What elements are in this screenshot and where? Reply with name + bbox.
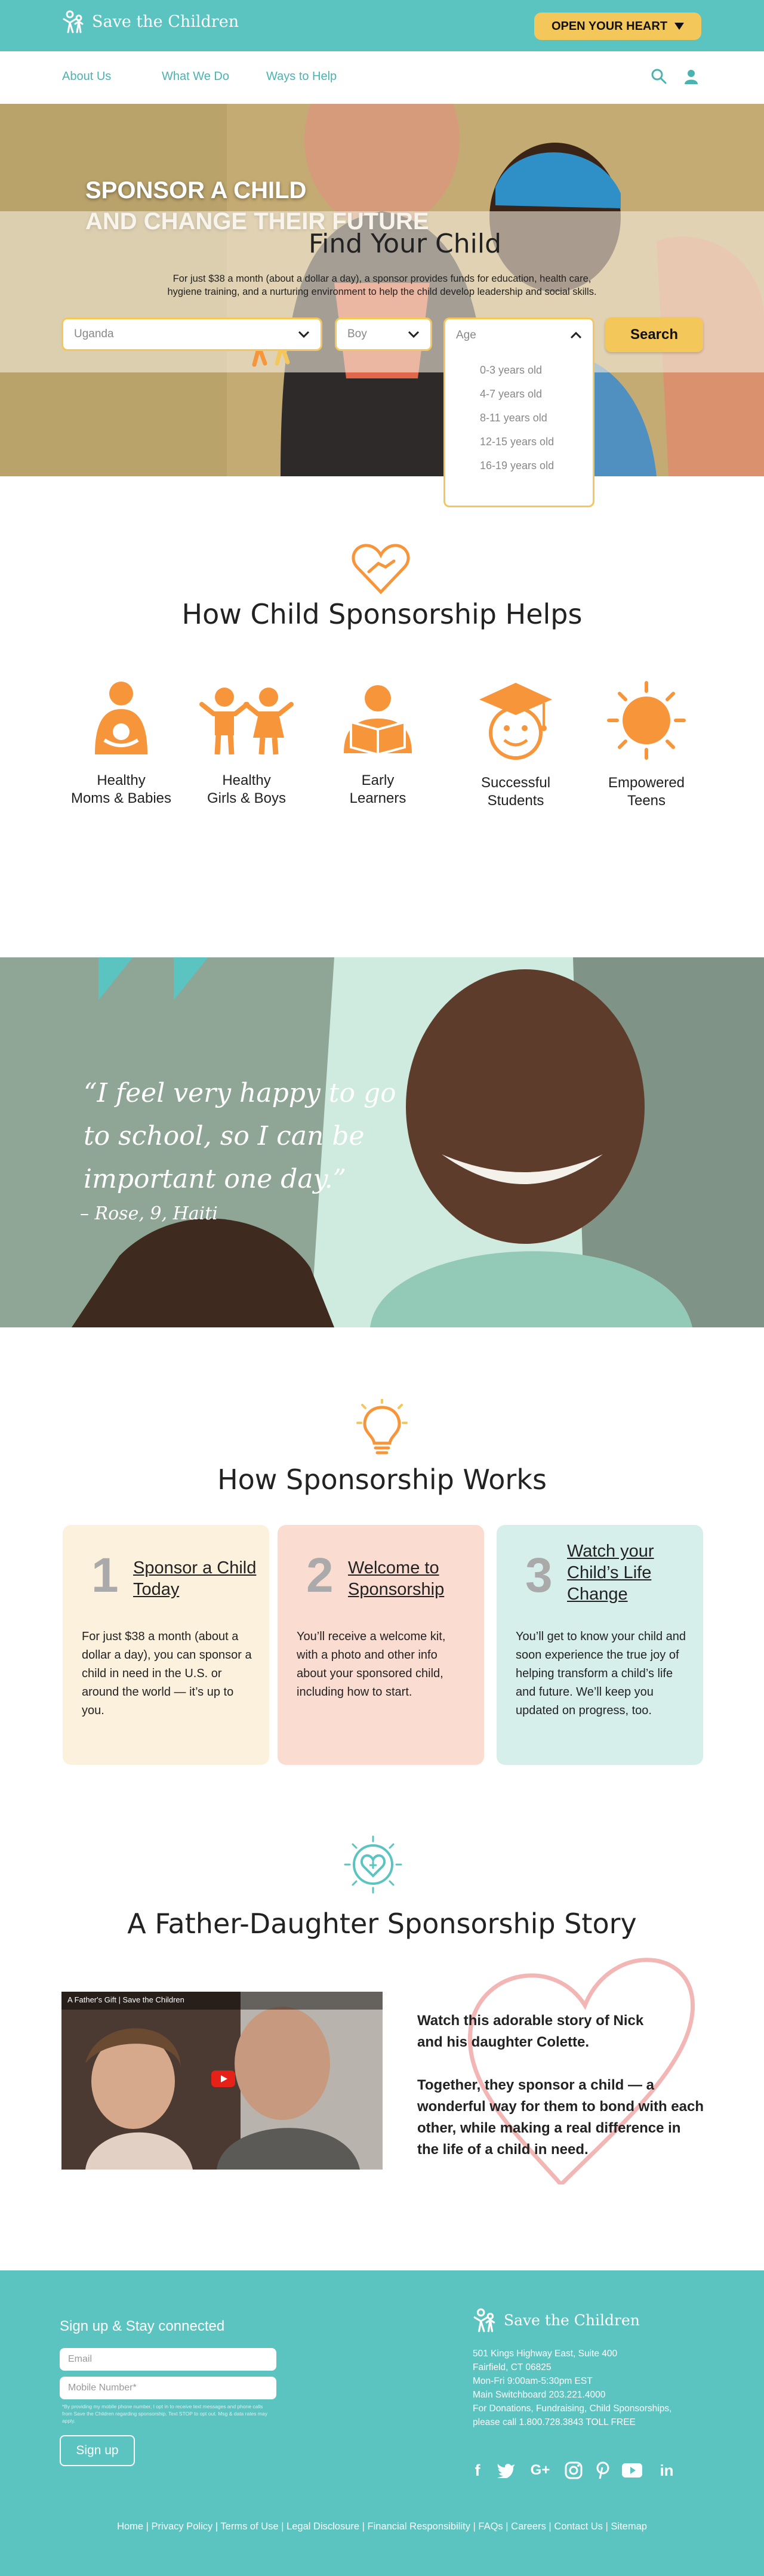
step-number: 1 bbox=[91, 1548, 119, 1603]
nav-ways-to-help[interactable]: Ways to Help bbox=[266, 70, 337, 83]
footer-link-legal[interactable]: Legal Disclosure bbox=[286, 2521, 360, 2532]
age-option[interactable]: 4-7 years old bbox=[480, 388, 543, 400]
chevron-up-icon bbox=[570, 332, 582, 339]
user-icon[interactable] bbox=[683, 68, 700, 85]
youtube-play-icon[interactable] bbox=[211, 2070, 235, 2087]
footer-link-faqs[interactable]: FAQs bbox=[478, 2521, 503, 2532]
children-logo-icon bbox=[472, 2306, 499, 2334]
footer-links: Home | Privacy Policy | Terms of Use | Legal Disclosure | Financial Responsibility | FAQs | Careers | Contact Us | Sitemap bbox=[117, 2521, 647, 2532]
benefit-line1: Early bbox=[361, 772, 395, 788]
gender-select-value: Boy bbox=[347, 328, 367, 340]
step-number: 2 bbox=[306, 1548, 334, 1603]
age-dropdown-menu bbox=[443, 351, 594, 507]
mobile-input[interactable]: Mobile Number* bbox=[60, 2377, 276, 2399]
benefit-label bbox=[187, 772, 306, 808]
benefit-moms-babies bbox=[61, 680, 181, 808]
benefit-line1: Empowered bbox=[608, 775, 685, 791]
finder-desc-line2: hygiene training, and a nurturing environment to help the child develop leadership and social skills. bbox=[167, 286, 597, 297]
works-title: How Sponsorship Works bbox=[217, 1463, 547, 1496]
footer-link-careers[interactable]: Careers bbox=[511, 2521, 546, 2532]
youtube-icon[interactable] bbox=[622, 2460, 642, 2481]
address-line: Main Switchboard 203.221.4000 bbox=[473, 2390, 606, 2400]
step-body: For just $38 a month (about a dollar a day), you can sponsor a child in need in the U.S. or around the world — it’s up to you. bbox=[82, 1630, 252, 1717]
step-body: You’ll get to know your child and soon experience the true joy of helping transform a child’s life and future. We’ll keep you updated on progress, too. bbox=[516, 1630, 686, 1717]
email-input[interactable]: Email bbox=[60, 2348, 276, 2371]
step-title-link[interactable]: Watch your Child’s Life Change bbox=[567, 1542, 654, 1604]
video-title: A Father's Gift | Save the Children bbox=[67, 1995, 184, 2004]
benefit-line1: Healthy bbox=[222, 772, 271, 788]
benefit-line1: Successful bbox=[480, 775, 551, 791]
chevron-down-icon bbox=[408, 331, 420, 338]
story-paragraph: Watch this adorable story of Nick and his daughter Colette. bbox=[417, 2013, 644, 2050]
footer-link-financial[interactable]: Financial Responsibility bbox=[367, 2521, 470, 2532]
video-player[interactable] bbox=[61, 1992, 383, 2170]
search-icon[interactable] bbox=[651, 68, 667, 85]
address-line: please call 1.800.728.3843 TOLL FREE bbox=[473, 2417, 636, 2427]
footer-link-terms[interactable]: Terms of Use bbox=[220, 2521, 279, 2532]
sms-disclaimer: *By providing my mobile phone number, I opt in to receive text messages and phone calls from Save the Children regarding sponsorship. Text STOP to opt out. Msg & data rates may apply. bbox=[62, 2404, 267, 2424]
step-number: 3 bbox=[525, 1548, 553, 1603]
mother-baby-icon bbox=[87, 680, 156, 758]
benefit-line2: Teens bbox=[627, 793, 666, 809]
address-line: 501 Kings Highway East, Suite 400 bbox=[473, 2349, 618, 2359]
benefit-line2: Moms & Babies bbox=[70, 790, 172, 806]
footer-address bbox=[473, 2347, 671, 2429]
story-text bbox=[417, 2010, 704, 2161]
benefit-line2: Students bbox=[487, 793, 544, 809]
signup-title: Sign up & Stay connected bbox=[60, 2318, 225, 2334]
finder-desc-line1: For just $38 a month (about a dollar a day), a sponsor provides funds for education, health care, bbox=[172, 273, 592, 284]
nav-about-us[interactable]: About Us bbox=[62, 70, 112, 83]
step-body: You’ll receive a welcome kit, with a photo and other info about your sponsored child, including how to start. bbox=[297, 1630, 446, 1699]
step-card bbox=[497, 1525, 703, 1765]
quote-marks-icon bbox=[93, 957, 218, 1000]
footer-logo-text: Save the Children bbox=[504, 2311, 640, 2329]
age-option[interactable]: 16-19 years old bbox=[480, 460, 554, 472]
step-card bbox=[278, 1525, 484, 1765]
quote-text bbox=[84, 1072, 396, 1201]
quote-line2: to school, so I can be bbox=[84, 1121, 365, 1151]
open-your-heart-label: OPEN YOUR HEART bbox=[551, 19, 668, 33]
lightbulb-icon bbox=[355, 1399, 409, 1456]
linkedin-icon[interactable]: in bbox=[660, 2461, 674, 2479]
footer-logo[interactable] bbox=[472, 2306, 640, 2334]
age-select-placeholder: Age bbox=[456, 328, 476, 341]
address-line: For Donations, Fundraising, Child Sponsorships, bbox=[473, 2404, 672, 2414]
age-option[interactable]: 12-15 years old bbox=[480, 436, 554, 448]
benefit-label bbox=[318, 772, 438, 808]
story-paragraph: Together, they sponsor a child — a wonderful way for them to bond with each other, while making a real difference in the life of a child in need. bbox=[417, 2077, 704, 2158]
footer-link-sitemap[interactable]: Sitemap bbox=[611, 2521, 647, 2532]
testimonial-banner bbox=[0, 957, 764, 1327]
sun-icon bbox=[606, 680, 686, 760]
benefit-line2: Learners bbox=[349, 790, 406, 806]
benefit-label bbox=[61, 772, 181, 808]
country-select-value: Uganda bbox=[74, 328, 114, 340]
benefit-empowered-teens bbox=[587, 680, 706, 810]
step-title-link[interactable]: Welcome to Sponsorship bbox=[348, 1558, 445, 1599]
main-nav bbox=[0, 51, 764, 104]
helps-title: How Child Sponsorship Helps bbox=[181, 598, 583, 630]
age-select[interactable] bbox=[443, 318, 594, 351]
pinterest-icon[interactable] bbox=[593, 2460, 613, 2481]
chevron-down-icon bbox=[298, 331, 310, 338]
address-line: Mon-Fri 9:00am-5:30pm EST bbox=[473, 2376, 593, 2386]
benefit-line1: Healthy bbox=[97, 772, 146, 788]
graduate-icon bbox=[477, 680, 554, 760]
quote-line3: important one day.” bbox=[84, 1164, 347, 1194]
age-option[interactable]: 8-11 years old bbox=[480, 412, 547, 424]
children-logo-icon bbox=[61, 8, 87, 35]
signup-button[interactable]: Sign up bbox=[60, 2435, 135, 2466]
benefit-successful-students bbox=[456, 680, 575, 810]
find-your-child-description bbox=[90, 272, 674, 298]
open-your-heart-button[interactable] bbox=[534, 13, 701, 40]
benefit-early-learners bbox=[318, 680, 438, 808]
heart-plus-icon bbox=[344, 1835, 402, 1894]
benefit-label bbox=[587, 774, 706, 810]
gender-select[interactable] bbox=[335, 318, 432, 351]
headline-line1: SPONSOR A CHILD bbox=[85, 177, 307, 204]
footer-link-contact[interactable]: Contact Us bbox=[554, 2521, 603, 2532]
logo-text: Save the Children bbox=[92, 12, 239, 31]
facebook-icon[interactable]: f bbox=[475, 2461, 480, 2479]
caret-down-icon bbox=[674, 23, 684, 30]
country-select[interactable] bbox=[61, 318, 322, 351]
benefit-line2: Girls & Boys bbox=[207, 790, 286, 806]
search-button[interactable]: Search bbox=[605, 318, 703, 352]
footer-link-privacy[interactable]: Privacy Policy bbox=[151, 2521, 213, 2532]
story-title: A Father-Daughter Sponsorship Story bbox=[127, 1908, 637, 1940]
top-bar bbox=[0, 0, 764, 51]
step-card bbox=[63, 1525, 269, 1765]
quote-line1: “I feel very happy to go bbox=[84, 1078, 396, 1108]
address-line: Fairfield, CT 06825 bbox=[473, 2362, 552, 2372]
instagram-icon[interactable] bbox=[563, 2460, 584, 2481]
google-plus-icon[interactable]: G+ bbox=[530, 2462, 550, 2478]
reader-icon bbox=[339, 680, 417, 758]
benefit-label bbox=[456, 774, 575, 810]
quote-author: – Rose, 9, Haiti bbox=[80, 1203, 218, 1224]
nav-what-we-do[interactable]: What We Do bbox=[162, 70, 229, 83]
find-your-child-title: Find Your Child bbox=[309, 229, 502, 259]
benefit-girls-boys bbox=[187, 680, 306, 808]
twitter-icon[interactable] bbox=[496, 2460, 516, 2481]
heart-hands-icon bbox=[351, 541, 411, 596]
footer-link-home[interactable]: Home bbox=[117, 2521, 144, 2532]
age-option[interactable]: 0-3 years old bbox=[480, 364, 543, 376]
boy-girl-icon bbox=[196, 680, 297, 758]
step-title-link[interactable]: Sponsor a Child Today bbox=[133, 1558, 257, 1599]
logo[interactable] bbox=[61, 8, 239, 35]
